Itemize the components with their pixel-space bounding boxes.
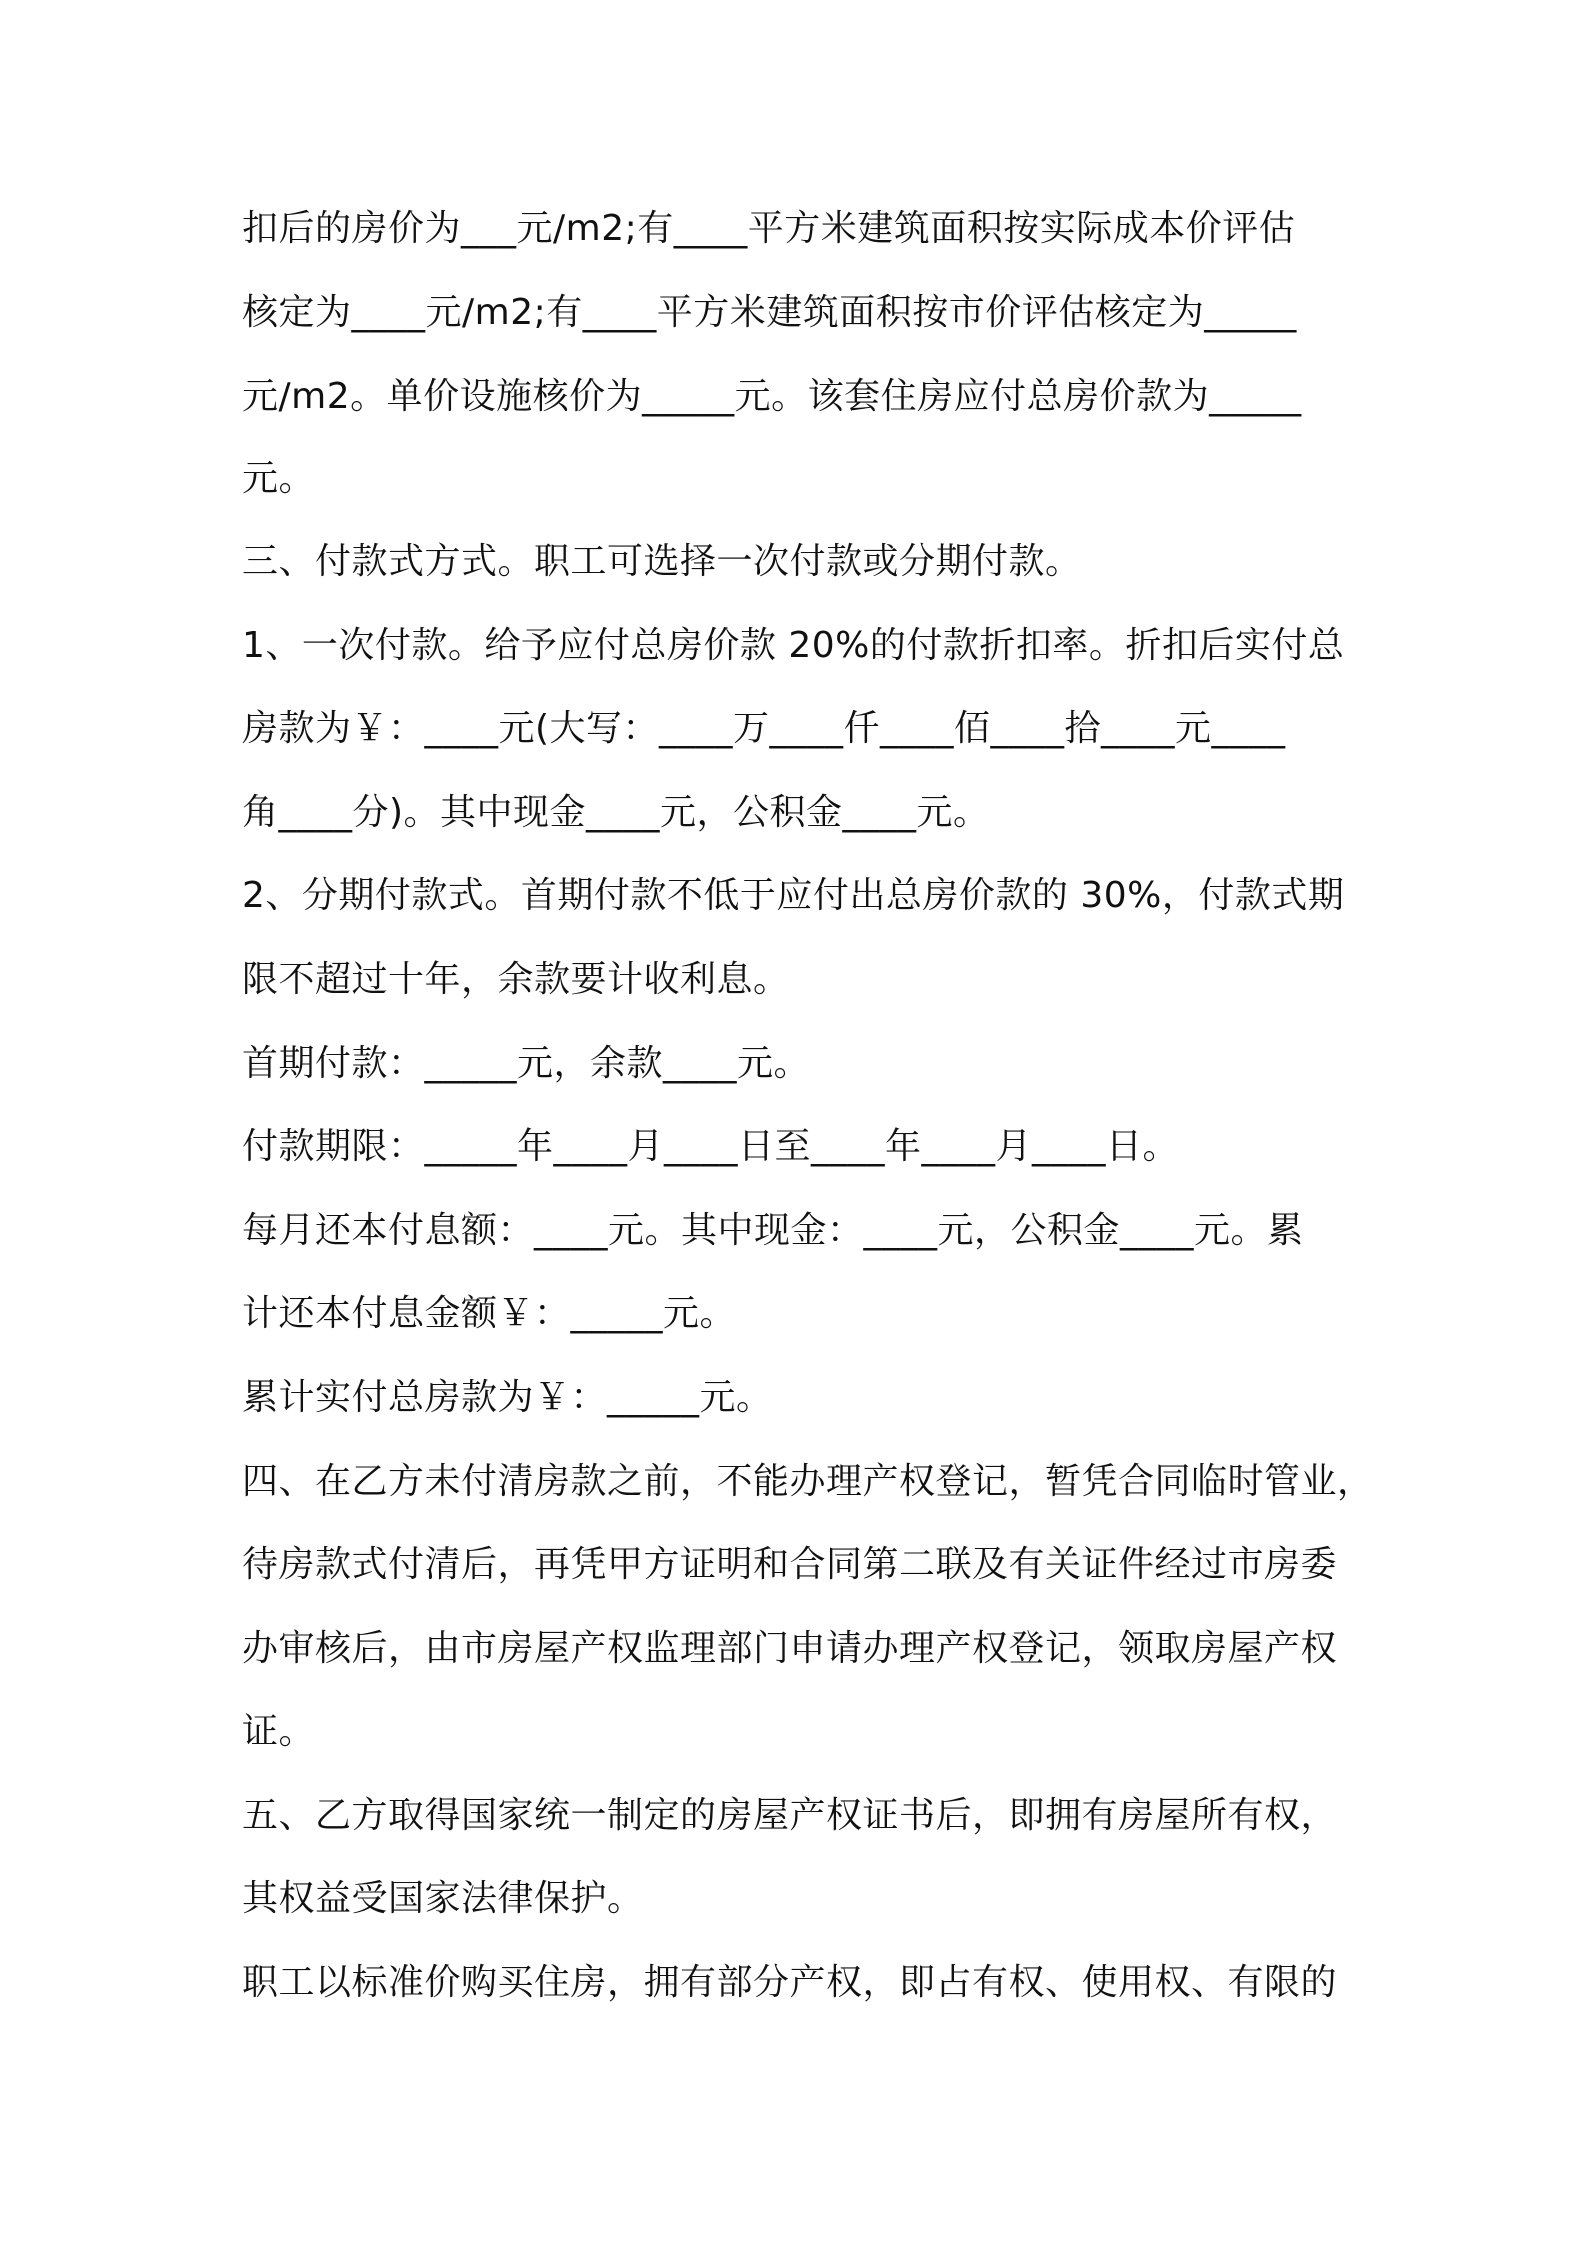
text-line: 四、在乙方未付清房款之前，不能办理产权登记，暂凭合同临时管业， — [242, 1461, 1374, 1502]
text-line: 累计实付总房款为￥：_____元。 — [242, 1377, 773, 1418]
text-line: 付款期限：_____年____月____日至____年____月____日。 — [242, 1126, 1180, 1167]
text-line: 证。 — [242, 1711, 316, 1752]
text-line: 元/m2。单价设施核价为_____元。该套住房应付总房价款为_____ — [242, 376, 1302, 417]
text-line: 职工以标准价购买住房，拥有部分产权，即占有权、使用权、有限的 — [242, 1962, 1338, 2003]
text-line: 角____分)。其中现金____元，公积金____元。 — [242, 792, 990, 833]
text-line: 待房款式付清后，再凭甲方证明和合同第二联及有关证件经过市房委 — [242, 1544, 1338, 1585]
text-line: 限不超过十年，余款要计收利息。 — [242, 959, 790, 1000]
text-line: 2、分期付款式。首期付款不低于应付出总房价款的 30%，付款式期 — [242, 875, 1345, 916]
text-line: 每月还本付息额：____元。其中现金：____元，公积金____元。累 — [242, 1210, 1304, 1251]
text-line: 其权益受国家法律保护。 — [242, 1878, 644, 1919]
text-line: 计还本付息金额￥：_____元。 — [242, 1293, 737, 1334]
text-line: 首期付款：_____元，余款____元。 — [242, 1043, 811, 1084]
text-line: 元。 — [242, 458, 316, 499]
text-line: 三、付款式方式。职工可选择一次付款或分期付款。 — [242, 541, 1082, 582]
text-line: 核定为____元/m2;有____平方米建筑面积按市价评估核定为_____ — [242, 292, 1297, 333]
text-line: 办审核后，由市房屋产权监理部门申请办理产权登记，领取房屋产权 — [242, 1628, 1338, 1669]
text-line: 五、乙方取得国家统一制定的房屋产权证书后，即拥有房屋所有权， — [242, 1795, 1338, 1836]
text-line: 扣后的房价为___元/m2;有____平方米建筑面积按实际成本价评估 — [242, 208, 1296, 249]
text-line: 房款为￥：____元(大写：____万____仟____佰____拾____元____ — [242, 708, 1286, 749]
text-line: 1、一次付款。给予应付总房价款 20%的付款折扣率。折扣后实付总 — [242, 625, 1345, 666]
